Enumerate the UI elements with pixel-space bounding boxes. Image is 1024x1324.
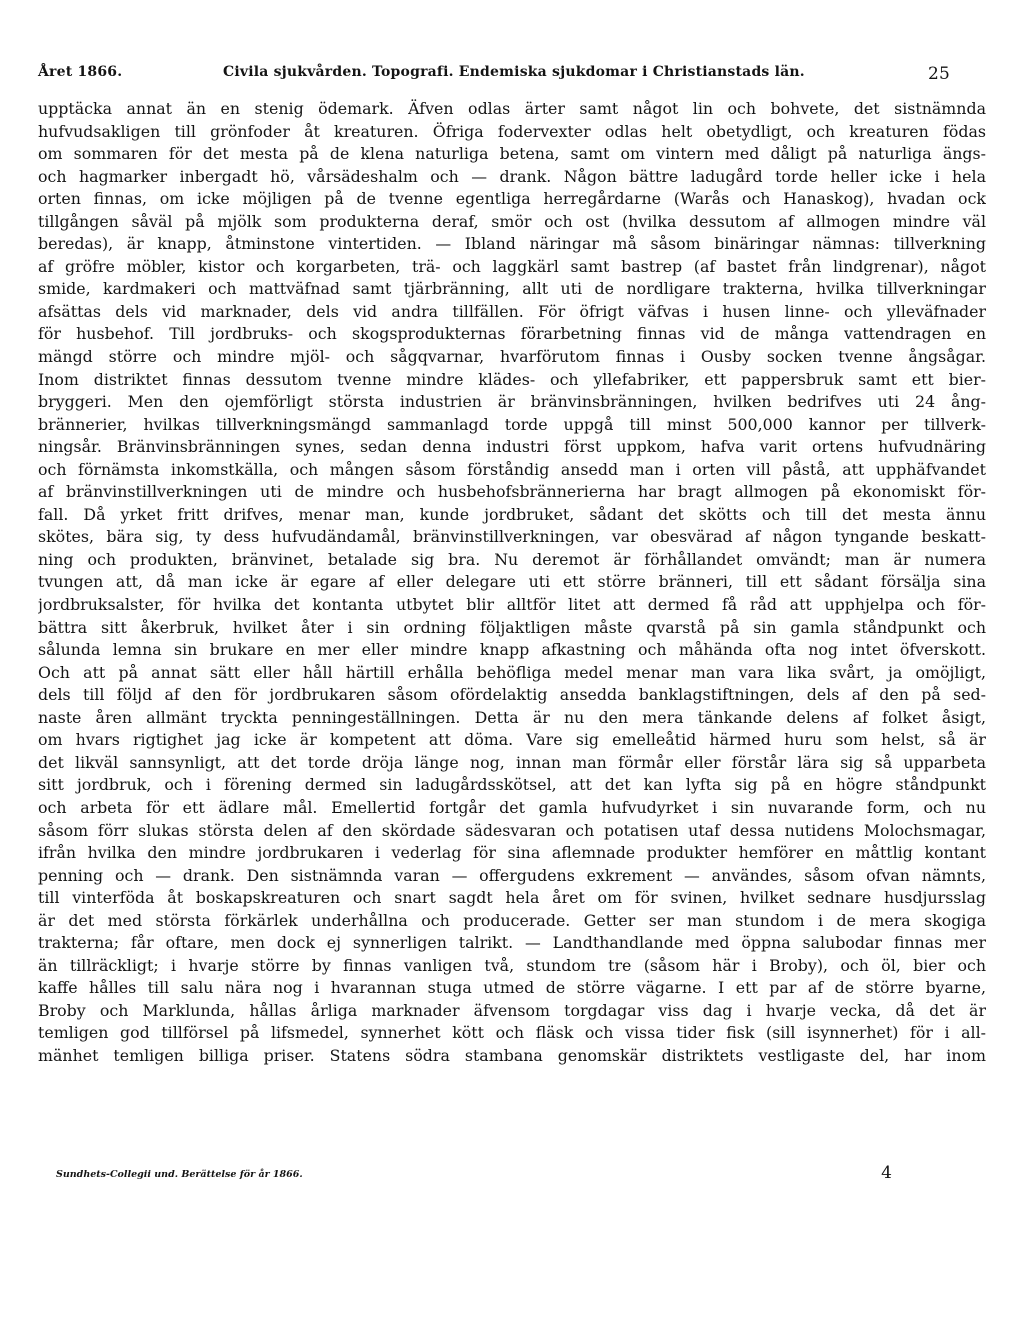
body-text [38, 98, 986, 1068]
text-line: ning och produkten, bränvinet, betalade sig bra. Nu deremot är förhållandet omvändt; man är numera [38, 549, 986, 569]
text-line: bryggeri. Men den ojemförligt största industrien är bränvinsbränningen, hvilken bedrifves uti 24 ång- [38, 392, 986, 412]
text-line: brännerier, hvilkas tillverkningsmängd sammanlagd torde uppgå till minst 500,000 kannor per tillverk- [38, 414, 986, 434]
text-line: om sommaren för det mesta på de klena naturliga betena, samt om vintern med dåligt på naturliga ängs- [38, 144, 986, 164]
text-line: Inom distriktet finnas dessutom tvenne mindre klädes- och yllefabriker, ett pappersbruk samt ett bier- [38, 369, 986, 389]
text-line: sitt jordbruk, och i förening dermed sin ladugårdsskötsel, att det kan lyfta sig på en högre ståndpunkt [38, 775, 986, 795]
text-line: Broby och Marklunda, hållas årliga marknader äfvensom torgdagar viss dag i hvarje vecka, då det är [38, 1000, 986, 1020]
text-line: tvungen att, då man icke är egare af eller delegare uti ett större bränneri, till ett sådant försälja sina [38, 572, 986, 592]
page-footer [56, 1163, 896, 1183]
text-line: mängd större och mindre mjöl- och sågqvarnar, hvarförutom finnas i Ousby socken tvenne ångsågar. [38, 347, 986, 367]
text-line: dels till följd af den för jordbrukaren såsom ofördelaktig ansedda banklagstiftningen, dels af den på sed- [38, 685, 986, 705]
text-line: trakterna; får oftare, men dock ej synnerligen talrikt. — Landthandlande med öppna salubodar finnas mer [38, 933, 986, 953]
text-line: orten finnas, om icke möjligen på de tvenne egentliga herregårdarne (Warås och Hanaskog), hvadan ock [38, 189, 986, 209]
text-line: än tillräckligt; i hvarje större by finnas vanligen två, stundom tre (såsom här i Broby), och öl, bier och [38, 955, 986, 975]
text-line: mänhet temligen billiga priser. Statens södra stambana genomskär distriktets vestligaste del, har inom [38, 1045, 986, 1065]
text-line: penning och — drank. Den sistnämnda varan — offergudens exkrement — användes, såsom ofvan nämnts, [38, 865, 986, 885]
text-line: temligen god tillförsel på lifsmedel, synnerhet kött och fläsk och vissa tider fisk (sill isynnerhet) för i all- [38, 1023, 986, 1043]
text-line: kaffe hålles till salu nära nog i hvarannan stuga utmed de större vägarne. I ett par af de större byarne, [38, 978, 986, 998]
header-section-title: Civila sjukvården. Topografi. Endemiska sjukdomar i Christianstads län. [223, 64, 805, 80]
signature-mark: 4 [881, 1163, 892, 1183]
text-line: smide, kardmakeri och mattväfnad samt tjärbränning, allt uti de nordligare trakterna, hvilka tillverkningar [38, 279, 986, 299]
document-page [38, 60, 986, 1068]
text-line: Och att på annat sätt eller håll härtill erhålla behöfliga medel menar man vara lika svårt, ja omöjligt, [38, 662, 986, 682]
text-line: och förnämsta inkomstkälla, och mången såsom förståndig ansedd man i orten vill påstå, att upphäfvandet [38, 459, 986, 479]
text-line: afsättas dels vid marknader, dels vid andra tillfällen. För öfrigt väfvas i husen linne- och ylleväfnader [38, 301, 986, 321]
running-header [38, 60, 986, 88]
text-line: såsom förr slukas största delen af den skördade sädesvaran och potatisen utaf dessa nutidens Molochsmagar, [38, 820, 986, 840]
text-line: om hvars rigtighet jag icke är kompetent att döma. Vare sig emelleåtid härmed huru som helst, så är [38, 730, 986, 750]
text-line: beredas), är knapp, åtminstone vintertiden. — Ibland näringar må såsom binäringar nämnas: tillverkning [38, 234, 986, 254]
text-line: och arbeta för ett ädlare mål. Emellertid fortgår det gamla hufvudyrket i sin nuvarande form, och nu [38, 797, 986, 817]
text-line: naste åren allmänt tryckta penningeställningen. Detta är nu den mera tänkande delens af folket åsigt, [38, 707, 986, 727]
text-line: skötes, bära sig, ty dess hufvudändamål, bränvinstillverkningen, var obesvärad af någon tyngande beskatt- [38, 527, 986, 547]
text-line: sålunda lemna sin brukare en mer eller mindre knapp afkastning och måhända ofta nog intet öfverskott. [38, 640, 986, 660]
footer-note: Sundhets-Collegii und. Berättelse för år 1866. [56, 1169, 303, 1180]
text-line: fall. Då yrket fritt drifves, menar man, kunde jordbruket, sådant det skötts och till det mesta ännu [38, 504, 986, 524]
text-line: tillgången såväl på mjölk som produkterna deraf, smör och ost (hvilka dessutom af allmogen mindre väl [38, 211, 986, 231]
text-line: för husbehof. Till jordbruks- och skogsprodukternas förarbetning finnas vid de många vattendragen en [38, 324, 986, 344]
text-line: hufvudsakligen till grönfoder åt kreaturen. Öfriga fodervexter odlas helt obetydligt, och kreaturen födas [38, 121, 986, 141]
text-line: och hagmarker inbergadt hö, vårsädeshalm och — drank. Någon bättre ladugård torde heller icke i hela [38, 166, 986, 186]
text-line: ifrån hvilka den mindre jordbrukaren i vederlag för sina aflemnade produkter hemförer en måttlig kontant [38, 843, 986, 863]
header-year: Året 1866. [38, 64, 123, 80]
text-line: upptäcka annat än en stenig ödemark. Äfven odlas ärter samt något lin och bohvete, det sistnämnda [38, 99, 986, 118]
text-line: jordbruksalster, för hvilka det kontanta utbytet blir alltför litet att dermed få råd att upphjelpa och för- [38, 595, 986, 615]
text-line: till vinterföda åt boskapskreaturen och snart sagdt hela året om för svinen, hvilket sednare husdjursslag [38, 888, 986, 908]
text-line: bättra sitt åkerbruk, hvilket åter i sin ordning följaktligen måste qvarstå på sin gamla ståndpunkt och [38, 617, 986, 637]
text-line: af gröfre möbler, kistor och korgarbeten, trä- och laggkärl samt bastrep (af bastet från lindgrenar), något [38, 256, 986, 276]
page-number: 25 [927, 64, 950, 84]
text-line: det likväl sannsynligt, att det torde dröja länge nog, innan man förmår eller förstår lära sig så upparbeta [38, 752, 986, 772]
text-line: ningsår. Bränvinsbränningen synes, sedan denna industri först uppkom, hafva varit ortens hufvudnäring [38, 437, 986, 457]
text-line: är det med största förkärlek underhållna och producerade. Getter ser man stundom i de mera skogiga [38, 910, 986, 930]
text-line: af bränvinstillverkningen uti de mindre och husbehofsbrännerierna har bragt allmogen på ekonomiskt för- [38, 482, 986, 502]
